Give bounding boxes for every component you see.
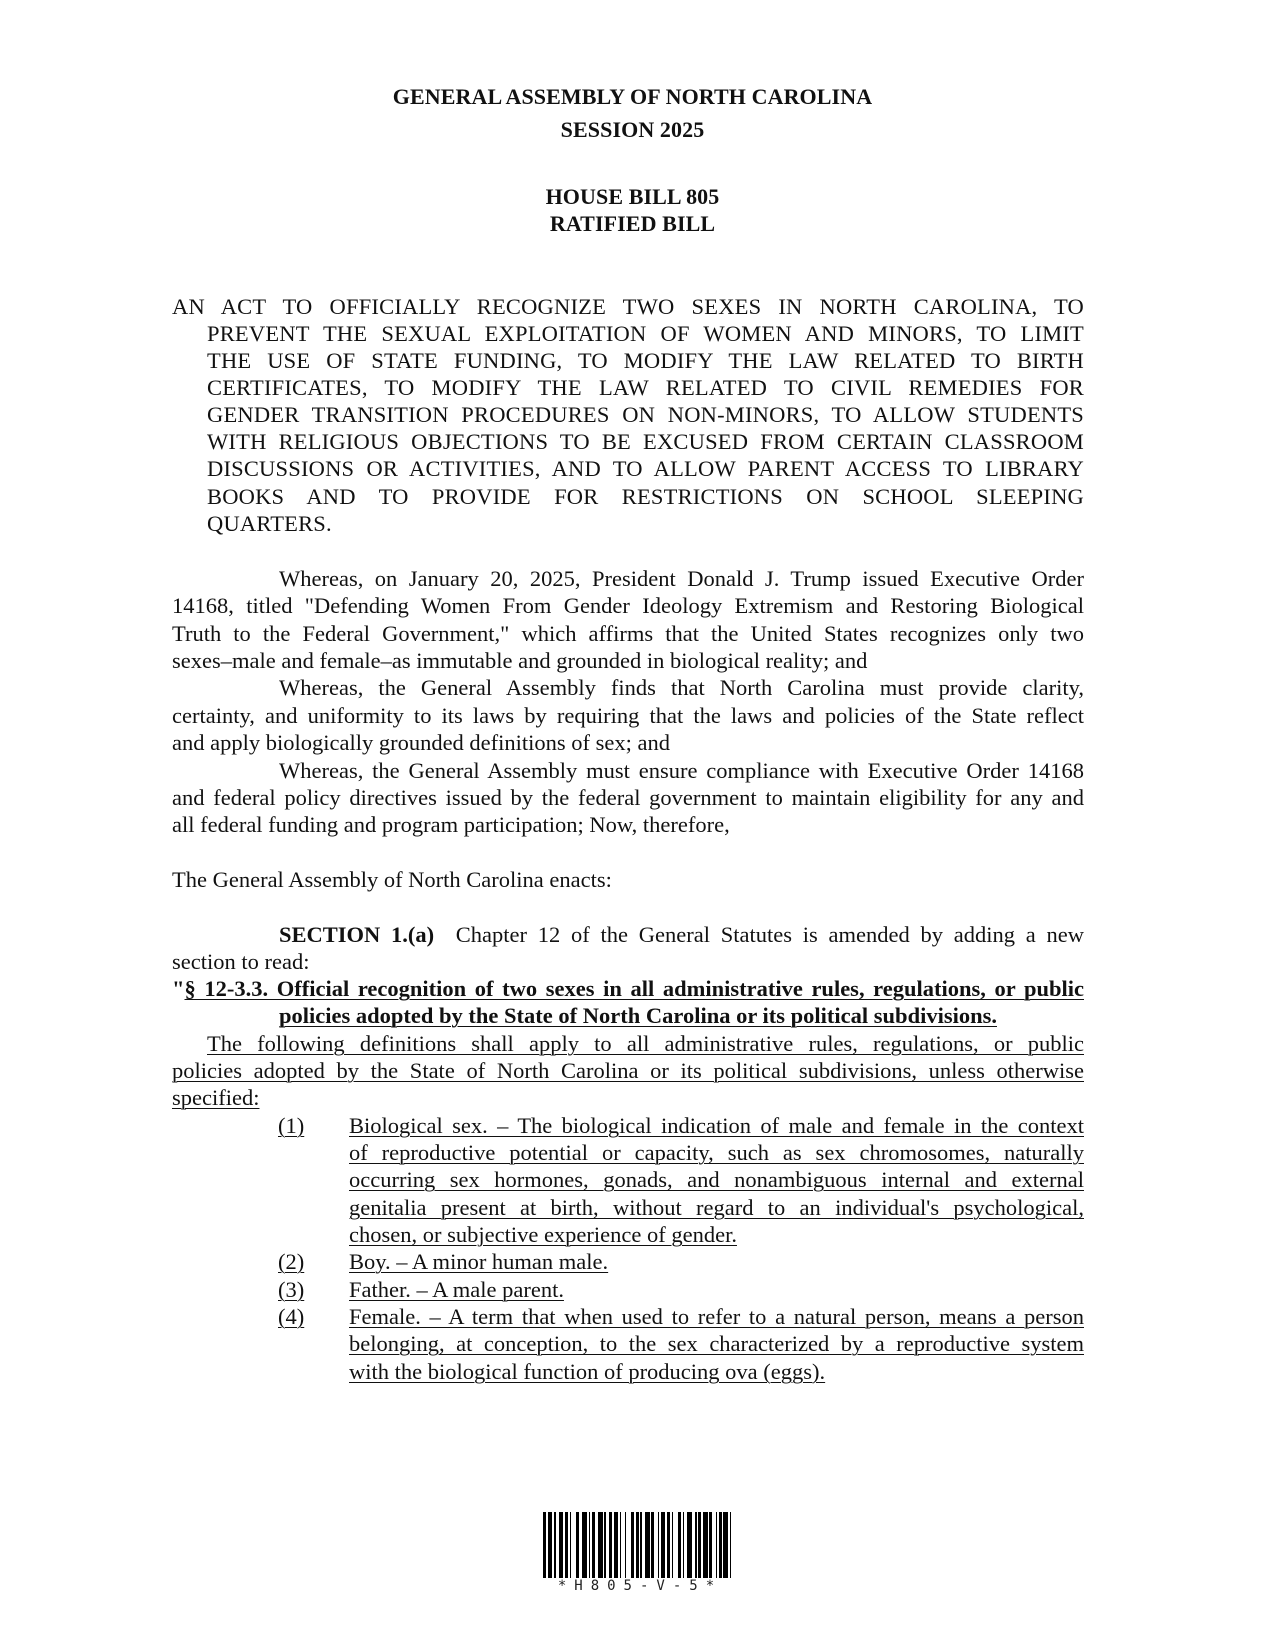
barcode-icon: [543, 1512, 735, 1578]
opening-quote: ": [172, 976, 185, 1001]
act-title-line: PREVENT THE SEXUAL EXPLOITATION OF WOMEN AND MINORS, TO LIMIT: [207, 321, 1084, 346]
definition-number: (2): [278, 1249, 305, 1274]
session-heading: SESSION 2025: [560, 117, 705, 142]
statute-heading-line: [172, 975, 1084, 1002]
barcode-label: *H805-V-5*: [557, 1578, 723, 1594]
statute-heading-line: policies adopted by the State of North Carolina or its political subdivisions.: [279, 1003, 997, 1028]
act-title-line: DISCUSSIONS OR ACTIVITIES, AND TO ALLOW PARENT ACCESS TO LIBRARY: [207, 456, 1084, 481]
assembly-heading: GENERAL ASSEMBLY OF NORTH CAROLINA: [392, 84, 873, 109]
bill-number: HOUSE BILL 805: [545, 184, 720, 209]
preamble-line: policies adopted by the State of North Carolina or its political subdivisions, unless otherwise: [172, 1058, 1084, 1083]
definition-line: occurring sex hormones, gonads, and nonambiguous internal and external: [349, 1167, 1084, 1192]
definition-number: (1): [278, 1113, 305, 1138]
definition-line: chosen, or subjective experience of gender.: [349, 1222, 737, 1247]
definition-line: Boy. – A minor human male.: [349, 1249, 609, 1274]
definition-line: Biological sex. – The biological indication of male and female in the context: [349, 1113, 1084, 1138]
definition-line: of reproductive potential or capacity, such as sex chromosomes, naturally: [349, 1140, 1084, 1165]
section-intro-line: [279, 921, 1084, 948]
section-label: SECTION 1.(a): [279, 922, 435, 947]
definition-line: belonging, at conception, to the sex characterized by a reproductive system: [349, 1331, 1084, 1356]
whereas-line: and federal policy directives issued by the federal government to maintain eligibility for any and: [172, 785, 1084, 810]
preamble-line: specified:: [172, 1085, 260, 1110]
preamble-line: The following definitions shall apply to all administrative rules, regulations, or public: [207, 1031, 1084, 1056]
act-title-line: GENDER TRANSITION PROCEDURES ON NON-MINORS, TO ALLOW STUDENTS: [207, 402, 1084, 427]
definition-line: genitalia present at birth, without regard to an individual's psychological,: [349, 1195, 1084, 1220]
whereas-line: Whereas, on January 20, 2025, President Donald J. Trump issued Executive Order: [279, 566, 1084, 591]
act-title-line: THE USE OF STATE FUNDING, TO MODIFY THE LAW RELATED TO BIRTH: [207, 348, 1084, 373]
whereas-line: and apply biologically grounded definitions of sex; and: [172, 730, 671, 755]
act-title-line: CERTIFICATES, TO MODIFY THE LAW RELATED TO CIVIL REMEDIES FOR: [207, 375, 1084, 400]
bill-status: RATIFIED BILL: [549, 211, 716, 236]
section-intro-text: Chapter 12 of the General Statutes is amended by adding a new: [455, 922, 1084, 947]
whereas-line: all federal funding and program participation; Now, therefore,: [172, 812, 730, 837]
whereas-line: Whereas, the General Assembly finds that North Carolina must provide clarity,: [279, 675, 1084, 700]
act-title-line: BOOKS AND TO PROVIDE FOR RESTRICTIONS ON SCHOOL SLEEPING: [207, 484, 1084, 509]
whereas-line: sexes–male and female–as immutable and grounded in biological reality; and: [172, 648, 868, 673]
whereas-line: certainty, and uniformity to its laws by requiring that the laws and policies of the State reflect: [172, 703, 1084, 728]
definition-number: (3): [278, 1277, 305, 1302]
definition-line: Female. – A term that when used to refer to a natural person, means a person: [349, 1304, 1084, 1329]
act-title-line: AN ACT TO OFFICIALLY RECOGNIZE TWO SEXES IN NORTH CAROLINA, TO: [172, 294, 1084, 319]
whereas-line: Truth to the Federal Government," which affirms that the United States recognizes only two: [172, 621, 1084, 646]
enacting-clause: The General Assembly of North Carolina enacts:: [172, 867, 612, 892]
act-title-line: QUARTERS.: [207, 511, 332, 536]
section-intro-line: section to read:: [172, 949, 310, 974]
statute-heading-text: § 12-3.3. Official recognition of two sexes in all administrative rules, regulations, or public: [184, 976, 1084, 1001]
act-title-line: WITH RELIGIOUS OBJECTIONS TO BE EXCUSED FROM CERTAIN CLASSROOM: [207, 429, 1084, 454]
definition-line: Father. – A male parent.: [349, 1277, 564, 1302]
whereas-line: Whereas, the General Assembly must ensure compliance with Executive Order 14168: [279, 758, 1084, 783]
whereas-line: 14168, titled "Defending Women From Gender Ideology Extremism and Restoring Biological: [172, 593, 1084, 618]
definition-line: with the biological function of producing ova (eggs).: [349, 1359, 826, 1384]
definition-number: (4): [278, 1304, 305, 1329]
